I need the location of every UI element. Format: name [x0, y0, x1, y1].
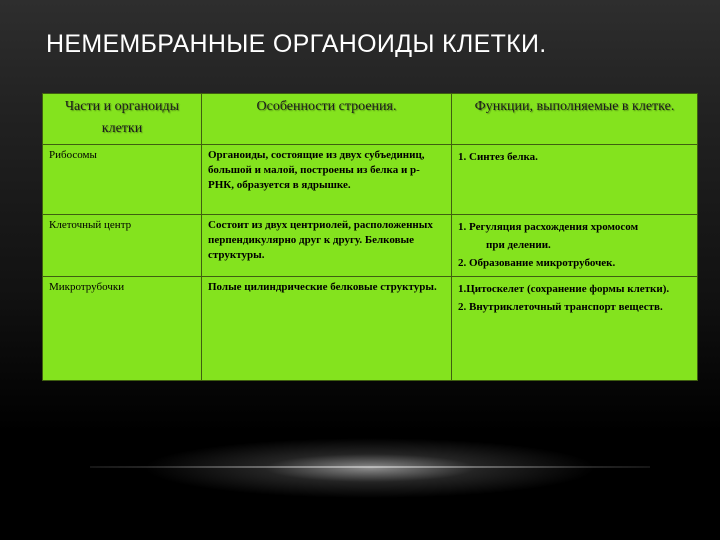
function-item: 1.Цитоскелет (сохранение формы клетки). [458, 283, 670, 295]
function-item: 2. Внутриклеточный транспорт веществ. [458, 301, 663, 313]
row-functions [452, 145, 698, 215]
header-structure: Особенности строения. [202, 94, 452, 145]
organelles-table [42, 93, 698, 381]
row-structure: Состоит из двух центриолей, расположенных перпендикулярно друг к другу. Белковые структуры. [202, 215, 452, 277]
header-parts: Части и органоиды клетки [43, 94, 202, 145]
decorative-glow-line [90, 466, 650, 468]
row-structure: Полые цилиндрические белковые структуры. [202, 277, 452, 381]
function-item: при делении. [486, 239, 551, 251]
table-row [43, 145, 698, 215]
row-name: Микротрубочки [43, 277, 202, 381]
table-row [43, 277, 698, 381]
header-functions: Функции, выполняемые в клетке. [452, 94, 698, 145]
row-name: Рибосомы [43, 145, 202, 215]
row-functions [452, 215, 698, 277]
function-item: 2. Образование микротрубочек. [458, 257, 616, 269]
row-name: Клеточный центр [43, 215, 202, 277]
table-row [43, 215, 698, 277]
row-structure: Органоиды, состоящие из двух субъединиц, большой и малой, построены из белка и р-РНК, образуется в ядрышке. [202, 145, 452, 215]
table-header-row [43, 94, 698, 145]
function-item: 1. Регуляция расхождения хромосом [458, 221, 639, 233]
row-functions [452, 277, 698, 381]
function-item: 1. Синтез белка. [458, 151, 538, 163]
slide-title: НЕМЕМБРАННЫЕ ОРГАНОИДЫ КЛЕТКИ. [46, 30, 547, 58]
